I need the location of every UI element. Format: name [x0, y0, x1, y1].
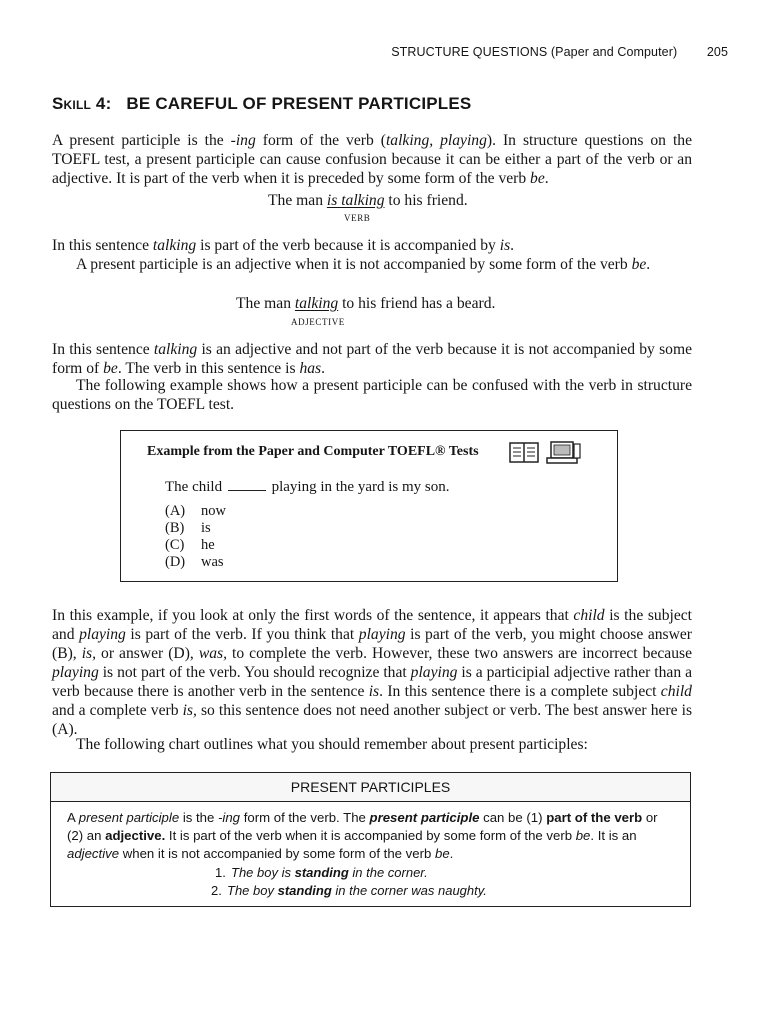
answer-choice-b [165, 520, 211, 537]
text-run: and a complete verb [52, 702, 183, 719]
text-run-bold: standing [277, 883, 332, 898]
text-run: In this sentence [52, 341, 154, 358]
answer-choice-d [165, 554, 224, 571]
paragraph-verb-explanation [52, 236, 692, 255]
text-run-italic: child [573, 607, 605, 624]
text-run-italic: -ing [218, 810, 241, 825]
text-run: A [67, 810, 79, 825]
text-run-italic: playing [79, 626, 126, 643]
text-run-italic: is, [182, 702, 197, 719]
text-run: . [646, 256, 651, 273]
text-run-italic: be [530, 170, 545, 187]
text-run: The man [268, 192, 327, 209]
text-run: is an adjective and not part of the verb because it is not accompanied by some form of [52, 341, 692, 377]
answer-blank [228, 490, 266, 491]
text-run: form of the verb. The [240, 810, 370, 825]
text-run-italic: playing [410, 664, 458, 681]
text-run-italic: -ing [230, 132, 256, 149]
text-run: in the corner was naughty. [331, 883, 487, 898]
chart-example-2 [211, 883, 487, 898]
text-run: The man [236, 295, 295, 312]
text-run-italic: playing [52, 664, 99, 681]
text-run: It is part of the verb when it is accompanied by some form of the verb [165, 828, 576, 843]
page-number: 205 [706, 45, 728, 59]
underlined-phrase: talking [294, 295, 339, 312]
chart-header: PRESENT PARTICIPLES [51, 773, 690, 802]
text-run: is not part of the verb. You should recognize that [98, 664, 411, 681]
text-run: is the subject and [52, 607, 692, 643]
text-run: ). In structure questions on the TOEFL test, a present participle can cause confusion because it can be either a part of the verb or an adjective. It is part of the verb when it is preceded by some form of the verb [52, 132, 692, 187]
text-run: is part of the verb, you might choose answer (B), [52, 626, 692, 662]
text-run: In this sentence [52, 237, 153, 254]
paragraph-intro [52, 131, 692, 188]
text-run: . The verb in this sentence is [117, 360, 300, 377]
text-run-italic: adjective [67, 846, 120, 861]
text-run: to complete the verb. However, these two answers are incorrect because [226, 645, 693, 662]
test-format-icons [509, 440, 581, 469]
text-run-bold: adjective. [105, 828, 166, 843]
skill-label: Skill 4: [52, 94, 112, 113]
text-run: is the [179, 810, 219, 825]
running-head-title: STRUCTURE QUESTIONS (Paper and Computer) [391, 45, 678, 59]
example-number: 1. [215, 865, 226, 880]
text-run: . [544, 170, 549, 187]
text-run: or answer (D), [96, 645, 199, 662]
grammar-tag-verb: VERB [344, 213, 371, 223]
text-run-italic: present participle [78, 810, 180, 825]
text-run: A present participle is the [52, 132, 231, 149]
choice-text: he [201, 537, 215, 553]
text-run-italic: was, [198, 645, 227, 662]
text-run-italic: is, [81, 645, 97, 662]
underlined-phrase: is talking [326, 192, 385, 209]
book-icon [510, 443, 538, 462]
running-head [391, 45, 728, 59]
text-run: form of the verb ( [255, 132, 386, 149]
text-run-bold: part of the verb [546, 810, 643, 825]
example-question-stem [165, 479, 449, 496]
paragraph-adjective-rule [52, 255, 692, 274]
example-sentence-verb [268, 192, 468, 210]
text-run: is part of the verb. If you think that [125, 626, 359, 643]
text-run: . In this sentence there is a complete subject [379, 683, 661, 700]
text-run-italic: talking [153, 341, 198, 358]
text-run: . It is an [590, 828, 637, 843]
choice-letter: (A) [165, 503, 186, 519]
text-run-italic: playing [358, 626, 406, 643]
chart-example-1 [215, 865, 428, 880]
text-run-italic: talking [152, 237, 197, 254]
present-participles-chart [50, 772, 691, 907]
choice-text: was [201, 554, 224, 570]
test-format-icons-svg [509, 440, 581, 464]
choice-letter: (C) [165, 537, 185, 553]
text-run-italic: has [299, 360, 322, 377]
skill-heading [52, 94, 471, 114]
answer-choice-a [165, 503, 226, 520]
chart-rule-text [67, 809, 675, 863]
grammar-tag-adjective: ADJECTIVE [291, 317, 345, 327]
text-run: . [510, 237, 515, 254]
text-run: to his friend has a beard. [338, 295, 496, 312]
text-run: so this sentence does not need another subject or verb. The best answer here is (A). [52, 702, 693, 738]
example-number: 2. [211, 883, 222, 898]
text-run: The boy is [231, 865, 295, 880]
toefl-example-box [120, 430, 618, 582]
text-run: In this example, if you look at only the first words of the sentence, it appears that [52, 607, 574, 624]
text-run: in the corner. [348, 865, 428, 880]
text-run-bold: standing [294, 865, 349, 880]
example-box-title: Example from the Paper and Computer TOEFL® Tests [147, 444, 479, 459]
choice-letter: (B) [165, 520, 185, 536]
text-run: . [321, 360, 326, 377]
text-run: playing in the yard is my son. [271, 479, 450, 495]
text-run-italic: be [631, 256, 647, 273]
text-run: to his friend. [384, 192, 468, 209]
text-run: is a participial adjective rather than a verb because there is another verb in the sentence [52, 664, 692, 700]
text-run: can be (1) [479, 810, 547, 825]
example-sentence-adjective [236, 295, 495, 313]
text-run: The boy [227, 883, 278, 898]
text-run-italic: be [575, 828, 591, 843]
paragraph-chart-intro: The following chart outlines what you should remember about present participles: [76, 736, 588, 753]
text-run-bold-italic: present participle [369, 810, 480, 825]
text-run: when it is not accompanied by some form of the verb [119, 846, 435, 861]
text-run: A present participle is an adjective when it is not accompanied by some form of the verb [76, 256, 632, 273]
text-run-italic: child [660, 683, 692, 700]
text-run: is part of the verb because it is accompanied by [196, 237, 500, 254]
choice-text: now [201, 503, 226, 519]
answer-choice-c [165, 537, 215, 554]
text-run-italic: be [103, 360, 118, 377]
text-run: The child [165, 479, 223, 495]
skill-title: BE CAREFUL OF PRESENT PARTICIPLES [126, 94, 472, 113]
paragraph-example-intro: The following example shows how a present participle can be confused with the verb in structure questions on the TOEFL test. [52, 377, 692, 413]
choice-text: is [201, 520, 211, 536]
choice-letter: (D) [165, 554, 186, 570]
paragraph-example-analysis [52, 606, 692, 739]
text-run-italic: be [434, 846, 450, 861]
text-run-italic: talking, playing [385, 132, 487, 149]
paragraph-adjective-explanation [52, 340, 692, 378]
text-run-italic: is [368, 683, 380, 700]
text-run: or (2) an [67, 810, 658, 843]
text-run: . [449, 846, 454, 861]
computer-icon [547, 442, 580, 463]
text-run-italic: is [499, 237, 511, 254]
